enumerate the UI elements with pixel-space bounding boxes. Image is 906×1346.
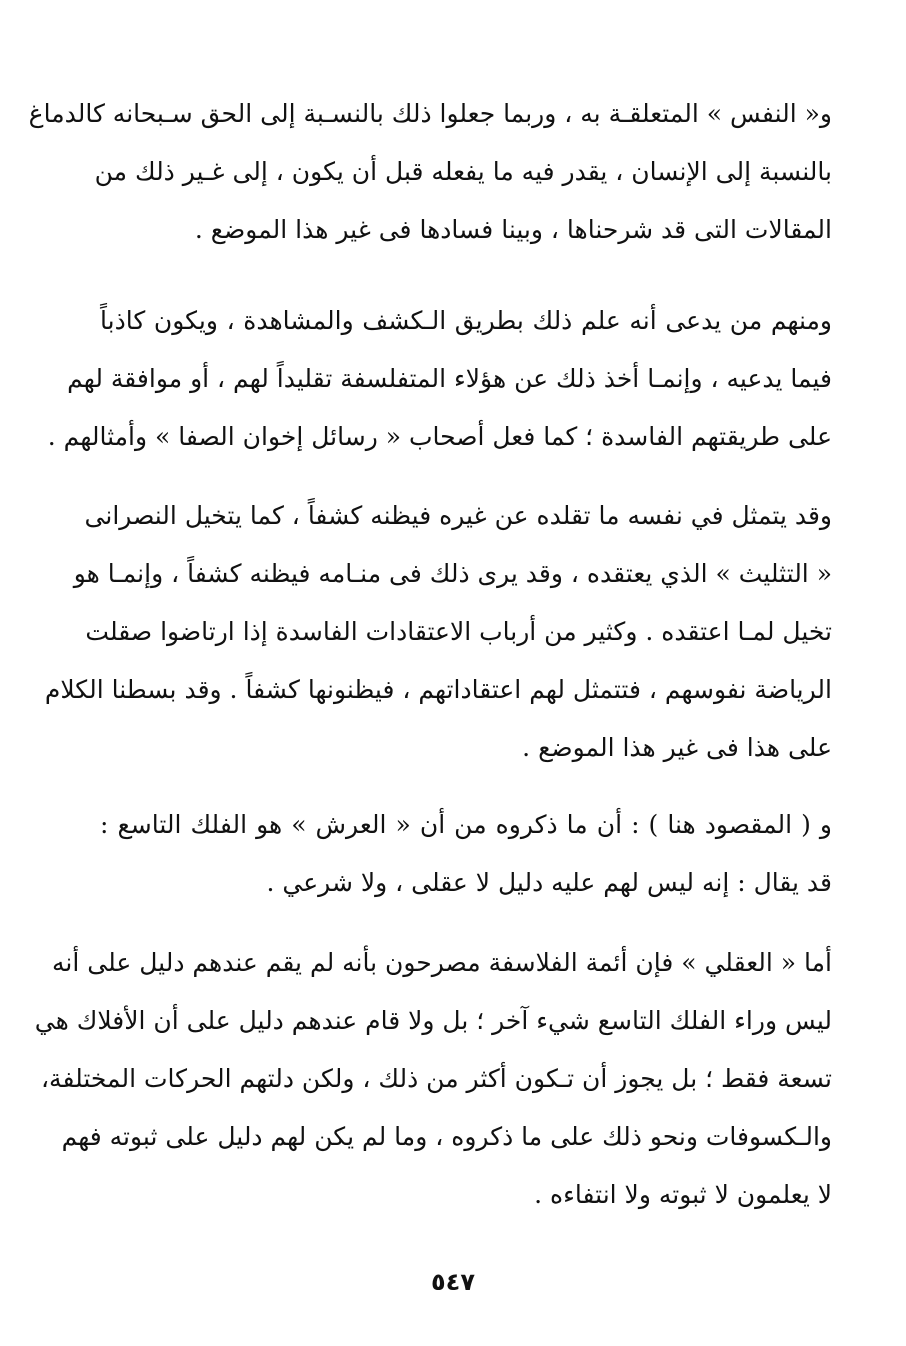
text-line: وقد يتمثل في نفسه ما تقلده عن غيره فيظنه كشفاً ، كما يتخيل النصرانى (84, 501, 832, 530)
text-line: « التثليث » الذي يعتقده ، وقد يرى ذلك فى منـامه فيظنه كشفاً ، وإنمـا هو (73, 559, 832, 588)
text-line: بالنسبة إلى الإنسان ، يقدر فيه ما يفعله قبل أن يكون ، إلى غـير ذلك من (94, 157, 832, 186)
text-line: والـكسوفات ونحو ذلك على ما ذكروه ، وما لم يكن لهم دليل على ثبوته فهم (61, 1122, 832, 1151)
text-line: على طريقتهم الفاسدة ؛ كما فعل أصحاب « رسائل إخوان الصفا » وأمثالهم . (47, 422, 832, 451)
text-line: و ( المقصود هنا ) : أن ما ذكروه من أن « العرش » هو الفلك التاسع : (100, 810, 832, 839)
text-line: الرياضة نفوسهم ، فتتمثل لهم اعتقاداتهم ، فيظنونها كشفاً . وقد بسطنا الكلام (44, 675, 832, 704)
text-line: أما « العقلي » فإن أئمة الفلاسفة مصرحون بأنه لم يقم عندهم دليل على أنه (52, 948, 832, 977)
text-line: فيما يدعيه ، وإنمـا أخذ ذلك عن هؤلاء المتفلسفة تقليداً لهم ، أو موافقة لهم (67, 364, 832, 393)
page-number: ٥٤٧ (431, 1268, 475, 1296)
paragraph-2 (47, 292, 832, 466)
paragraph-1 (28, 85, 832, 259)
text-line: قد يقال : إنه ليس لهم عليه دليل لا عقلى ، ولا شرعي . (266, 868, 832, 897)
text-line: المقالات التى قد شرحناها ، وبينا فسادها فى غير هذا الموضع . (194, 215, 832, 244)
text-line: تسعة فقط ؛ بل يجوز أن تـكون أكثر من ذلك ، ولكن دلتهم الحركات المختلفة، (40, 1064, 832, 1093)
text-line: ومنهم من يدعى أنه علم ذلك بطريق الـكشف والمشاهدة ، ويكون كاذباً (100, 306, 832, 335)
text-line: و« النفس » المتعلقـة به ، وربما جعلوا ذلك بالنسـبة إلى الحق سـبحانه كالدماغ (28, 99, 832, 128)
paragraph-3 (44, 487, 832, 777)
text-line: تخيل لمـا اعتقده . وكثير من أرباب الاعتقادات الفاسدة إذا ارتاضوا صقلت (85, 617, 832, 646)
text-line: لا يعلمون لا ثبوته ولا انتفاءه . (534, 1180, 832, 1209)
paragraph-4 (100, 796, 832, 912)
text-line: على هذا فى غير هذا الموضع . (522, 733, 832, 762)
text-line: ليس وراء الفلك التاسع شيء آخر ؛ بل ولا قام عندهم دليل على أن الأفلاك هي (34, 1006, 832, 1035)
paragraph-5 (34, 934, 832, 1224)
